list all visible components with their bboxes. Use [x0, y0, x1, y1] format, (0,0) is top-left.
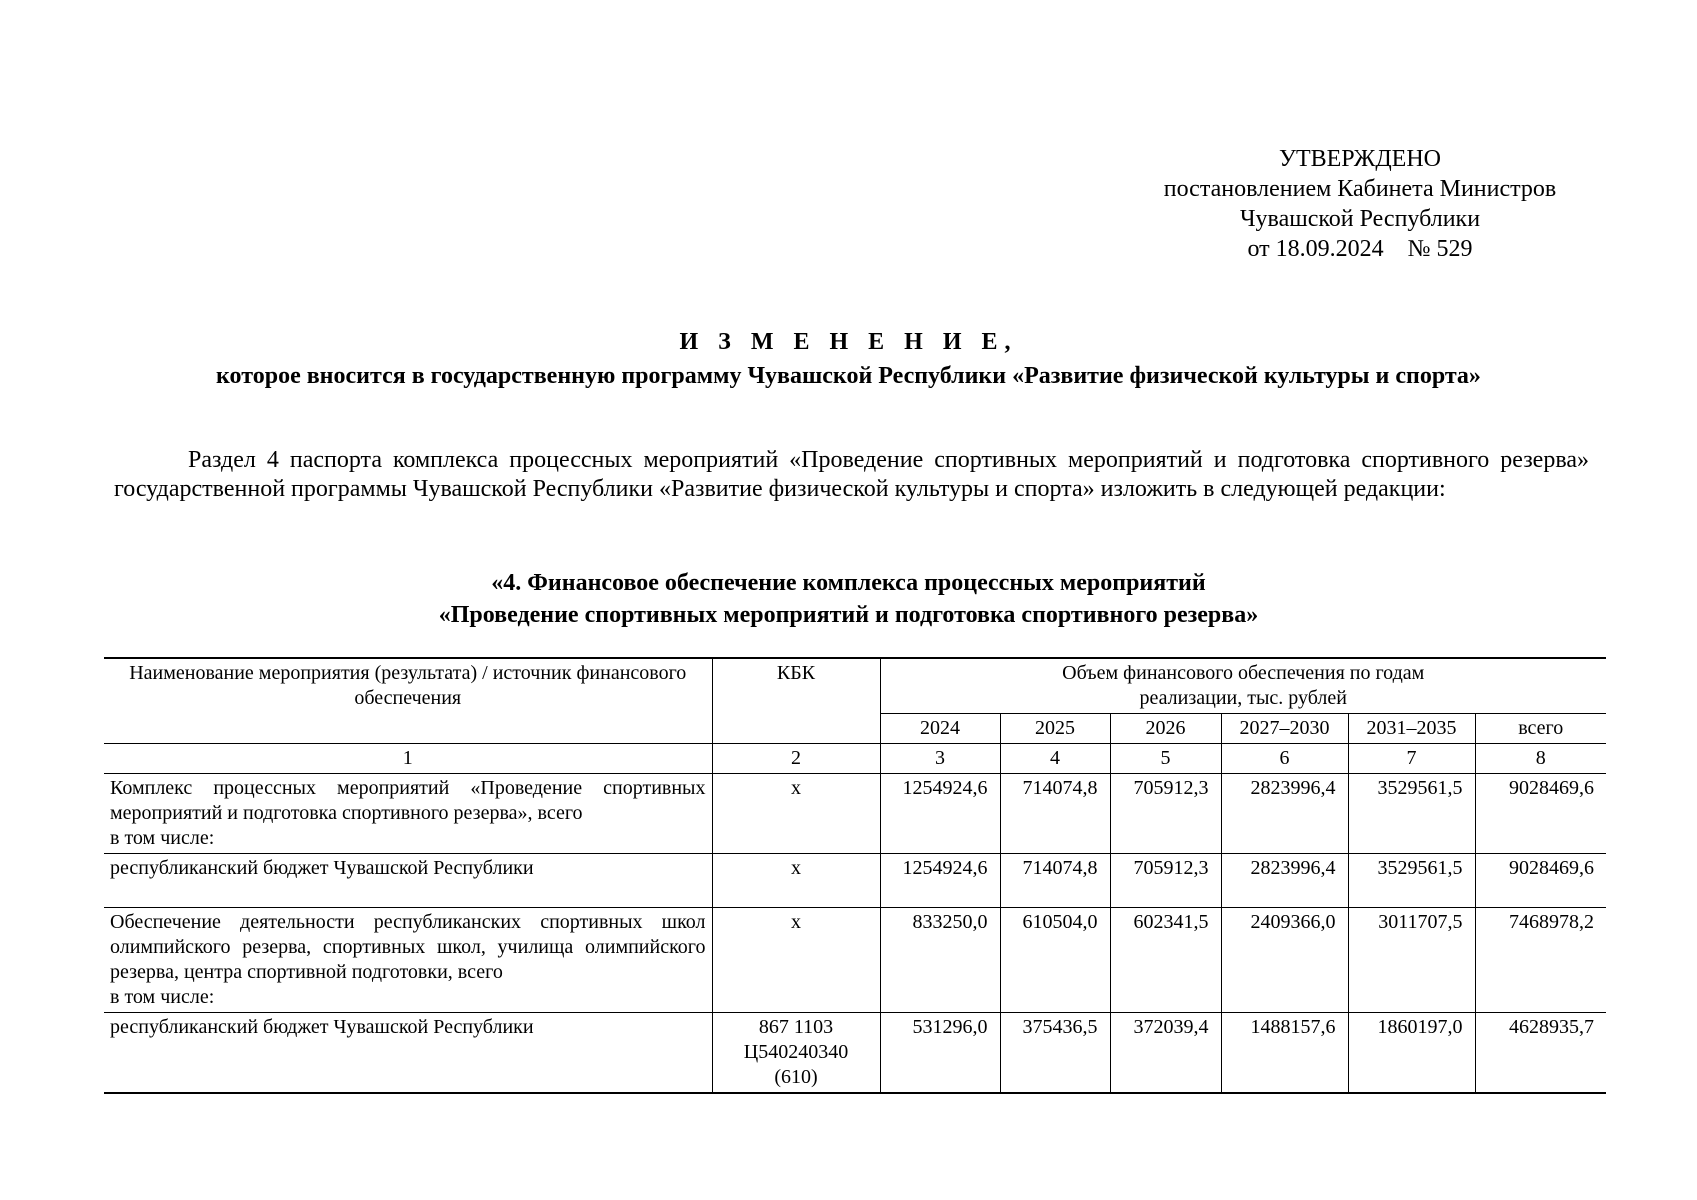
- row-kbk: 867 1103 Ц540240340 (610): [712, 1013, 880, 1094]
- column-number: 5: [1110, 744, 1221, 774]
- row-value: 602341,5: [1110, 908, 1221, 1013]
- table-row: [104, 774, 1606, 854]
- approval-line-4: от 18.09.2024 № 529: [1247, 236, 1473, 262]
- table-row: [104, 908, 1606, 1013]
- document-heading: И З М Е Н Е Н И Е,: [679, 329, 1018, 355]
- header-year: 2025: [1000, 714, 1110, 744]
- row-value: 1254924,6: [880, 854, 1000, 908]
- row-name: [104, 908, 712, 1013]
- row-name-main: республиканский бюджет Чувашской Республики: [110, 857, 534, 879]
- row-name-main: Обеспечение деятельности республиканских спортивных школ олимпийского резерва, спортивных школ, училища олимпийского резерва, центра спортивной подготовки, всего: [110, 911, 706, 983]
- row-value: 610504,0: [1000, 908, 1110, 1013]
- row-name-main: республиканский бюджет Чувашской Республики: [110, 1016, 534, 1038]
- document-subheading: которое вносится в государственную программу Чувашской Республики «Развитие физической культуры и спорта»: [216, 363, 1481, 389]
- row-value: 1860197,0: [1348, 1013, 1475, 1094]
- table-row: [104, 1013, 1606, 1094]
- row-value: 531296,0: [880, 1013, 1000, 1094]
- row-value: 9028469,6: [1475, 774, 1606, 854]
- row-value: 1254924,6: [880, 774, 1000, 854]
- row-value: 3011707,5: [1348, 908, 1475, 1013]
- row-value: 3529561,5: [1348, 854, 1475, 908]
- section-title-line-2: «Проведение спортивных мероприятий и подготовка спортивного резерва»: [438, 602, 1259, 628]
- column-number: 3: [880, 744, 1000, 774]
- row-value: 2823996,4: [1221, 854, 1348, 908]
- header-total: всего: [1475, 714, 1606, 744]
- row-value: 375436,5: [1000, 1013, 1110, 1094]
- approval-line-2: постановлением Кабинета Министров: [1163, 176, 1557, 202]
- column-number: 6: [1221, 744, 1348, 774]
- header-year: 2026: [1110, 714, 1221, 744]
- approval-stamp: [1140, 144, 1580, 264]
- header-kbk: КБК: [712, 658, 880, 744]
- row-value: 2409366,0: [1221, 908, 1348, 1013]
- row-value: 1488157,6: [1221, 1013, 1348, 1094]
- approval-line-1: УТВЕРЖДЕНО: [1278, 146, 1442, 172]
- column-number: 8: [1475, 744, 1606, 774]
- financing-table: [104, 657, 1606, 1094]
- column-number: 7: [1348, 744, 1475, 774]
- row-value: 705912,3: [1110, 854, 1221, 908]
- row-kbk: х: [712, 854, 880, 908]
- column-number: 2: [712, 744, 880, 774]
- column-number: 4: [1000, 744, 1110, 774]
- row-value: 2823996,4: [1221, 774, 1348, 854]
- header-year: 2031–2035: [1348, 714, 1475, 744]
- row-kbk: х: [712, 908, 880, 1013]
- column-number-row: [104, 744, 1606, 774]
- document-title: [104, 325, 1593, 393]
- row-name: [104, 774, 712, 854]
- row-kbk: х: [712, 774, 880, 854]
- row-value: 372039,4: [1110, 1013, 1221, 1094]
- row-name: [104, 1013, 712, 1094]
- row-name-sub: в том числе:: [110, 827, 215, 849]
- section-title-line-1: «4. Финансовое обеспечение комплекса процессных мероприятий: [491, 570, 1206, 596]
- row-value: 7468978,2: [1475, 908, 1606, 1013]
- row-name: [104, 854, 712, 908]
- header-year: 2024: [880, 714, 1000, 744]
- row-value: 714074,8: [1000, 854, 1110, 908]
- header-name: Наименование мероприятия (результата) / источник финансового обеспечения: [104, 658, 712, 744]
- row-value: 9028469,6: [1475, 854, 1606, 908]
- section-title: [104, 567, 1593, 631]
- row-value: 3529561,5: [1348, 774, 1475, 854]
- row-value: 705912,3: [1110, 774, 1221, 854]
- row-name-sub: в том числе:: [110, 986, 215, 1008]
- row-value: 714074,8: [1000, 774, 1110, 854]
- approval-line-3: Чувашской Республики: [1239, 206, 1481, 232]
- header-year: 2027–2030: [1221, 714, 1348, 744]
- column-number: 1: [104, 744, 712, 774]
- table-row: [104, 854, 1606, 908]
- row-value: 4628935,7: [1475, 1013, 1606, 1094]
- row-value: 833250,0: [880, 908, 1000, 1013]
- intro-paragraph: Раздел 4 паспорта комплекса процессных мероприятий «Проведение спортивных мероприятий и подготовка спортивного резерва» государственной программы Чувашской Республики «Развитие физической культуры и спорта» изложить в следующей редакции:: [114, 447, 1589, 502]
- row-name-main: Комплекс процессных мероприятий «Проведение спортивных мероприятий и подготовка спортивного резерва», всего: [110, 777, 706, 824]
- header-volume: Объем финансового обеспечения по годам реализации, тыс. рублей: [880, 658, 1606, 714]
